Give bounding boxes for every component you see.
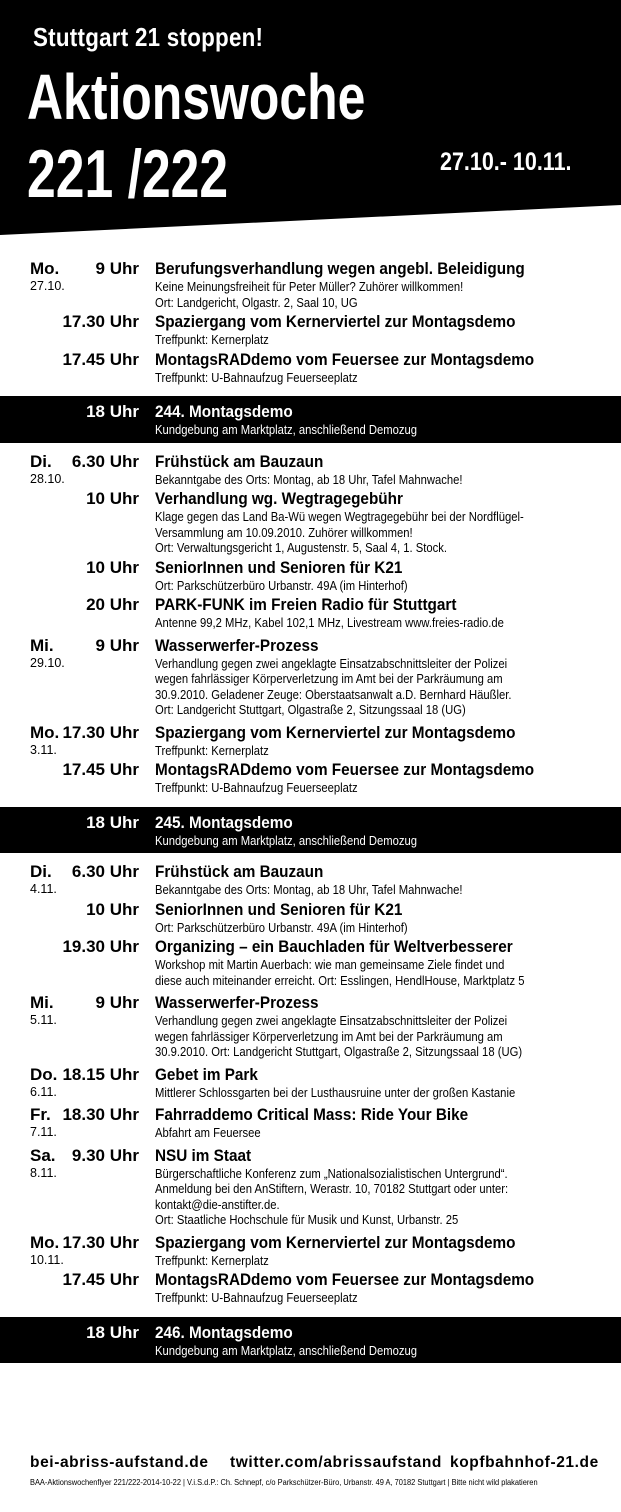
event-title-text: Verhandlung wg. Wegtragegebühr xyxy=(155,489,403,508)
event-detail xyxy=(155,974,601,990)
event-day: Mo. xyxy=(30,259,60,278)
event-detail-text: Ort: Parkschützerbüro Urbanstr. 49A (im Hinterhof) xyxy=(155,920,408,935)
event-time: 6.30 Uhr xyxy=(71,451,139,471)
event-detail-text: Ort: Verwaltungsgericht 1, Augustenstr. 5, Saal 4, 1. Stock. xyxy=(155,541,448,555)
event-detail xyxy=(155,579,601,595)
event-detail-text: Ort: Parkschützerbüro Urbanstr. 49A (im Hinterhof) xyxy=(155,578,408,593)
event-title-text: Organizing – ein Bauchladen für Weltverbesserer xyxy=(155,937,513,956)
event-title xyxy=(155,992,601,1014)
event-time: 9 Uhr xyxy=(95,635,139,655)
event-detail-text: Treffpunkt: Kernerplatz xyxy=(155,743,269,758)
event-day: Mo. xyxy=(30,1232,60,1252)
header-subtitle: Stuttgart 21 stoppen! xyxy=(33,22,264,52)
event-time: 17.30 Uhr xyxy=(62,1232,139,1252)
event-detail-text: Verhandlung gegen zwei angeklagte Einsatzabschnittsleiter der Polizei xyxy=(155,656,508,671)
event-title-text: 246. Montagsdemo xyxy=(155,1322,293,1342)
event-detail-text: Treffpunkt: Kernerplatz xyxy=(155,1253,269,1268)
event-detail-text: Klage gegen das Land Ba-Wü wegen Wegtragegebühr bei der Nordflügel- xyxy=(155,510,524,524)
event-day: Di. xyxy=(30,862,52,881)
event-detail-text: Treffpunkt: Kernerplatz xyxy=(155,333,269,347)
montagsdemo-entry xyxy=(0,396,621,443)
event-entry xyxy=(0,1145,621,1229)
montagsdemo-entry xyxy=(0,1317,621,1364)
event-title-text: Spaziergang vom Kernerviertel zur Montagsdemo xyxy=(155,722,516,742)
event-title xyxy=(155,722,601,744)
event-detail xyxy=(155,296,601,312)
event-detail xyxy=(155,423,601,439)
event-date: 5.11. xyxy=(30,1013,57,1027)
event-title xyxy=(155,349,601,371)
event-time: 19.30 Uhr xyxy=(62,937,139,956)
event-detail-text: Abfahrt am Feuersee xyxy=(155,1126,261,1140)
event-detail-text: Antenne 99,2 MHz, Kabel 102,1 MHz, Livestream www.freies-radio.de xyxy=(155,616,504,630)
event-title xyxy=(155,451,601,473)
event-detail-text: Ort: Landgericht Stuttgart, Olgastraße 2, Sitzungssaal 18 (UG) xyxy=(155,703,466,717)
event-title xyxy=(155,1064,601,1086)
event-title-text: MontagsRADdemo vom Feuersee zur Montagsdemo xyxy=(155,760,535,779)
link-kopfbahnhof-21[interactable]: kopfbahnhof-21.de xyxy=(450,1454,599,1471)
event-detail xyxy=(155,1213,601,1229)
event-title-text: 245. Montagsdemo xyxy=(155,812,293,832)
event-entry xyxy=(0,349,621,387)
event-entry xyxy=(0,861,621,899)
event-title xyxy=(155,635,601,657)
event-title-text: Fahrraddemo Critical Mass: Ride Your Bike xyxy=(155,1105,469,1124)
event-detail xyxy=(155,1254,601,1270)
event-date: 7.11. xyxy=(30,1125,57,1139)
event-detail xyxy=(155,1167,601,1183)
event-entry xyxy=(0,1269,621,1307)
event-entry xyxy=(0,488,621,557)
event-time: 18.30 Uhr xyxy=(62,1105,139,1124)
event-detail-text: Bürgerschaftliche Konferenz zum „Nationalsozialistischen Untergrund“. xyxy=(155,1166,508,1181)
event-title xyxy=(155,1104,601,1126)
header-banner xyxy=(0,0,621,240)
event-entry xyxy=(0,992,621,1061)
event-detail xyxy=(155,657,601,673)
event-entry xyxy=(0,1104,621,1142)
event-detail-text: 30.9.2010. Ort: Landgericht Stuttgart, Olgastraße 2, Sitzungssaal 18 (UG) xyxy=(155,1045,523,1059)
event-detail-text: Mittlerer Schlossgarten bei der Lusthausruine unter der großen Kastanie xyxy=(155,1085,516,1100)
event-date: 10.11. xyxy=(30,1252,64,1267)
event-title xyxy=(155,401,601,423)
event-day: Mo. xyxy=(30,722,60,742)
event-time: 10 Uhr xyxy=(86,489,139,508)
event-detail xyxy=(155,371,601,387)
event-entry xyxy=(0,722,621,760)
event-title xyxy=(155,1232,601,1254)
event-time: 20 Uhr xyxy=(86,595,139,614)
event-day: Sa. xyxy=(30,1145,56,1165)
event-title-text: Wasserwerfer-Prozess xyxy=(155,993,319,1012)
event-detail-text: Kundgebung am Marktplatz, anschließend Demozug xyxy=(155,1343,418,1358)
event-title-text: Gebet im Park xyxy=(155,1064,258,1084)
event-entry xyxy=(0,594,621,632)
event-title xyxy=(155,1269,601,1291)
event-title xyxy=(155,812,601,834)
event-detail-text: Kundgebung am Marktplatz, anschließend Demozug xyxy=(155,423,418,437)
event-detail xyxy=(155,526,601,542)
event-time: 17.45 Uhr xyxy=(62,760,139,779)
event-detail-text: Bekanntgabe des Orts: Montag, ab 18 Uhr, Tafel Mahnwache! xyxy=(155,883,463,897)
link-twitter[interactable]: twitter.com/abrissaufstand xyxy=(230,1454,442,1471)
event-detail xyxy=(155,688,601,704)
event-detail xyxy=(155,280,601,296)
event-title xyxy=(155,1145,601,1167)
event-time: 17.45 Uhr xyxy=(62,349,139,369)
event-title-text: Frühstück am Bauzaun xyxy=(155,862,324,881)
event-title xyxy=(155,258,601,280)
event-detail-text: Treffpunkt: U-Bahnaufzug Feuerseeplatz xyxy=(155,781,358,795)
event-title-text: Berufungsverhandlung wegen angebl. Beleidigung xyxy=(155,259,525,278)
event-entry xyxy=(0,1232,621,1270)
event-detail xyxy=(155,781,601,797)
event-detail-text: Verhandlung gegen zwei angeklagte Einsatzabschnittsleiter der Polizei xyxy=(155,1014,508,1028)
event-time: 17.30 Uhr xyxy=(62,312,139,331)
event-detail-text: Ort: Staatliche Hochschule für Musik und Kunst, Urbanstr. 25 xyxy=(155,1213,459,1227)
event-detail-text: 30.9.2010. Geladener Zeuge: Oberstaatsanwalt a.D. Bernhard Häußler. xyxy=(155,687,512,702)
event-detail xyxy=(155,1198,601,1214)
event-detail xyxy=(155,1344,601,1360)
event-time: 10 Uhr xyxy=(86,899,139,919)
event-detail xyxy=(155,883,601,899)
event-title-text: Frühstück am Bauzaun xyxy=(155,451,324,471)
event-title-text: Spaziergang vom Kernerviertel zur Montagsdemo xyxy=(155,312,516,331)
event-detail xyxy=(155,958,601,974)
event-detail xyxy=(155,616,601,632)
event-day: Do. xyxy=(30,1064,58,1084)
event-time: 10 Uhr xyxy=(86,557,139,577)
event-title-text: NSU im Staat xyxy=(155,1145,252,1165)
event-detail xyxy=(155,921,601,937)
event-time: 17.30 Uhr xyxy=(62,722,139,742)
header-daterange: 27.10.- 10.11. xyxy=(440,148,572,176)
footer xyxy=(0,1454,621,1487)
imprint-text: BAA-Aktionswochenflyer 221/222-2014-10-22 | V.i.S.d.P.: Ch. Schnepf, c/o Parkschützer-Büro, Urbanstr. 49 A, 70182 Stuttgart | Bitte nicht wild plakatieren xyxy=(30,1478,538,1487)
event-entry xyxy=(0,759,621,797)
event-date: 27.10. xyxy=(30,279,65,293)
event-time: 18 Uhr xyxy=(86,1322,139,1342)
event-time: 18 Uhr xyxy=(86,812,139,832)
event-date: 4.11. xyxy=(30,882,57,896)
event-detail-text: Anmeldung bei den AnStiftern, Werastr. 10, 70182 Stuttgart oder unter: xyxy=(155,1182,509,1196)
montagsdemo-entry xyxy=(0,807,621,854)
event-time: 9 Uhr xyxy=(95,993,139,1012)
event-detail-text: Ort: Landgericht, Olgastr. 2, Saal 10, UG xyxy=(155,295,358,310)
event-time: 6.30 Uhr xyxy=(71,862,139,881)
event-title-text: Spaziergang vom Kernerviertel zur Montagsdemo xyxy=(155,1232,516,1252)
event-title-text: 244. Montagsdemo xyxy=(155,402,293,421)
event-entry xyxy=(0,258,621,311)
event-title-text: PARK-FUNK im Freien Radio für Stuttgart xyxy=(155,595,457,614)
event-entry xyxy=(0,557,621,595)
event-time: 17.45 Uhr xyxy=(62,1270,139,1289)
event-title xyxy=(155,899,601,921)
event-day: Mi. xyxy=(30,635,54,655)
event-day: Di. xyxy=(30,451,52,471)
event-detail-text: wegen fahrlässiger Körperverletzung im Amt bei der Parkräumung am xyxy=(155,672,503,686)
event-detail xyxy=(155,1182,601,1198)
event-time: 9 Uhr xyxy=(95,259,139,278)
event-detail xyxy=(155,473,601,489)
event-detail-text: diese auch miteinander erreicht. Ort: Esslingen, HendlHouse, Marktplatz 5 xyxy=(155,973,525,988)
event-title-text: MontagsRADdemo vom Feuersee zur Montagsdemo xyxy=(155,349,535,369)
event-detail-text: wegen fahrlässiger Körperverletzung im Amt bei der Parkräumung am xyxy=(155,1029,503,1044)
event-entry xyxy=(0,635,621,719)
event-detail xyxy=(155,1126,601,1142)
event-detail-text: Kundgebung am Marktplatz, anschließend Demozug xyxy=(155,833,418,848)
event-detail xyxy=(155,541,601,557)
event-detail-text: Treffpunkt: U-Bahnaufzug Feuerseeplatz xyxy=(155,370,358,385)
event-detail xyxy=(155,703,601,719)
header-title: Aktionswoche xyxy=(27,61,366,133)
event-title xyxy=(155,936,601,958)
event-date: 8.11. xyxy=(30,1165,57,1180)
event-time: 9.30 Uhr xyxy=(71,1145,139,1165)
event-entry xyxy=(0,311,621,349)
event-title-text: Wasserwerfer-Prozess xyxy=(155,635,319,655)
event-date: 29.10. xyxy=(30,655,65,670)
event-title xyxy=(155,1322,601,1344)
event-entry xyxy=(0,936,621,989)
event-title-text: SeniorInnen und Senioren für K21 xyxy=(155,557,403,577)
link-bei-abriss-aufstand[interactable]: bei-abriss-aufstand.de xyxy=(30,1454,209,1471)
event-day: Fr. xyxy=(30,1105,51,1124)
event-time: 18 Uhr xyxy=(86,402,139,421)
event-title xyxy=(155,488,601,510)
event-entry xyxy=(0,1064,621,1102)
footer-links xyxy=(0,1454,621,1476)
event-detail xyxy=(155,1030,601,1046)
event-title-text: SeniorInnen und Senioren für K21 xyxy=(155,899,403,919)
event-detail-text: Treffpunkt: U-Bahnaufzug Feuerseeplatz xyxy=(155,1291,358,1305)
event-detail xyxy=(155,1045,601,1061)
event-detail-text: Bekanntgabe des Orts: Montag, ab 18 Uhr, Tafel Mahnwache! xyxy=(155,472,463,487)
event-detail xyxy=(155,333,601,349)
header-numbers: 221 /222 xyxy=(27,136,229,212)
event-day: Mi. xyxy=(30,993,54,1012)
event-detail-text: kontakt@die-anstifter.de. xyxy=(155,1197,280,1212)
schedule-list xyxy=(0,255,621,1371)
event-detail-text: Versammlung am 10.09.2010. Zuhörer willkommen! xyxy=(155,525,413,540)
event-entry xyxy=(0,899,621,937)
event-detail xyxy=(155,672,601,688)
event-detail-text: Keine Meinungsfreiheit für Peter Müller? Zuhörer willkommen! xyxy=(155,280,464,294)
event-title xyxy=(155,759,601,781)
event-detail xyxy=(155,510,601,526)
event-date: 28.10. xyxy=(30,471,65,486)
event-detail xyxy=(155,744,601,760)
event-title xyxy=(155,594,601,616)
event-detail-text: Workshop mit Martin Auerbach: wie man gemeinsame Ziele findet und xyxy=(155,958,505,972)
event-title xyxy=(155,557,601,579)
event-detail xyxy=(155,834,601,850)
event-title xyxy=(155,861,601,883)
event-time: 18.15 Uhr xyxy=(62,1064,139,1084)
event-title-text: MontagsRADdemo vom Feuersee zur Montagsdemo xyxy=(155,1270,535,1289)
event-entry xyxy=(0,451,621,489)
event-detail xyxy=(155,1014,601,1030)
event-detail xyxy=(155,1086,601,1102)
event-date: 6.11. xyxy=(30,1084,57,1099)
event-title xyxy=(155,311,601,333)
event-detail xyxy=(155,1291,601,1307)
event-date: 3.11. xyxy=(30,742,57,757)
